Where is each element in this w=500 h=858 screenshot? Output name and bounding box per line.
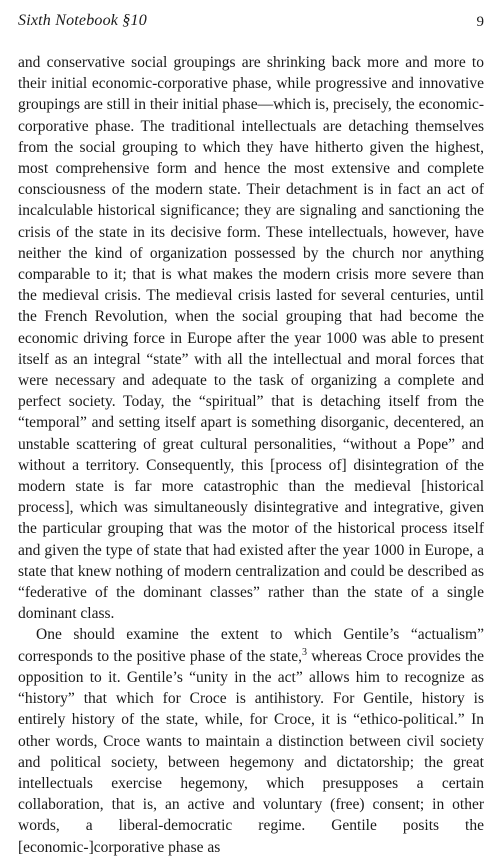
main-text xyxy=(18,52,484,858)
running-head-title: Sixth Notebook §10 xyxy=(18,12,147,29)
paragraph xyxy=(18,624,484,857)
paragraph: and conservative social groupings are shrinking back more and more to their initial economic-corporative phase, while progressive and innovative groupings are still in their initial phase—which is, precisely, the economic-corporative phase. The traditional intellectuals are detaching themselves from the social grouping to which they have hitherto given the highest, most comprehensive form and hence the most extensive and complete consciousness of the modern state. Their detachment is in fact an act of incalculable historical significance; they are signaling and sanctioning the crisis of the state in its decisive form. These intellectuals, however, have neither the kind of organization possessed by the church nor anything comparable to it; that is what makes the modern crisis more severe than the medieval crisis. The medieval crisis lasted for several centuries, until the French Revolution, when the social grouping that had become the economic driving force in Europe after the year 1000 was able to present itself as an integral “state” with all the intellectual and moral forces that were necessary and adequate to the task of organizing a complete and perfect society. Today, the “spiritual” that is detaching itself from the “temporal” and setting itself apart is something disorganic, decentered, an unstable scattering of great cultural personalities, “without a Pope” and without a territory. Consequently, this [process of] disintegration of the modern state is far more catastrophic than the medieval [historical process], which was simultaneously disintegrative and integrative, given the particular grouping that was the motor of the historical process itself and given the type of state that had existed after the year 1000 in Europe, a state that knew nothing of modern centralization and could be described as “federative of the dominant classes” rather than the state of a single dominant class. xyxy=(18,54,484,623)
running-head xyxy=(18,12,484,36)
paragraph-text: One should examine the extent to which Gentile’s “actualism” corresponds to the positive phase of the state, xyxy=(18,626,484,665)
page-number: 9 xyxy=(476,14,484,30)
footnote-marker[interactable]: 3 xyxy=(301,646,307,658)
paragraph-text: whereas Croce provides the opposition to it. Gentile’s “unity in the act” allows him to recognize as “history” that which for Croce is antihistory. For Gentile, history is entirely history of the state, while, for Croce, it is “ethico-political.” In other words, Croce wants to maintain a distinction between civil society and political society, between hegemony and dictatorship; the great intellectuals exercise hegemony, which presupposes a certain collaboration, that is, an active and voluntary (free) consent; in other words, a liberal-democratic regime. Gentile posits the [economic-]corporative phase as xyxy=(18,647,484,856)
